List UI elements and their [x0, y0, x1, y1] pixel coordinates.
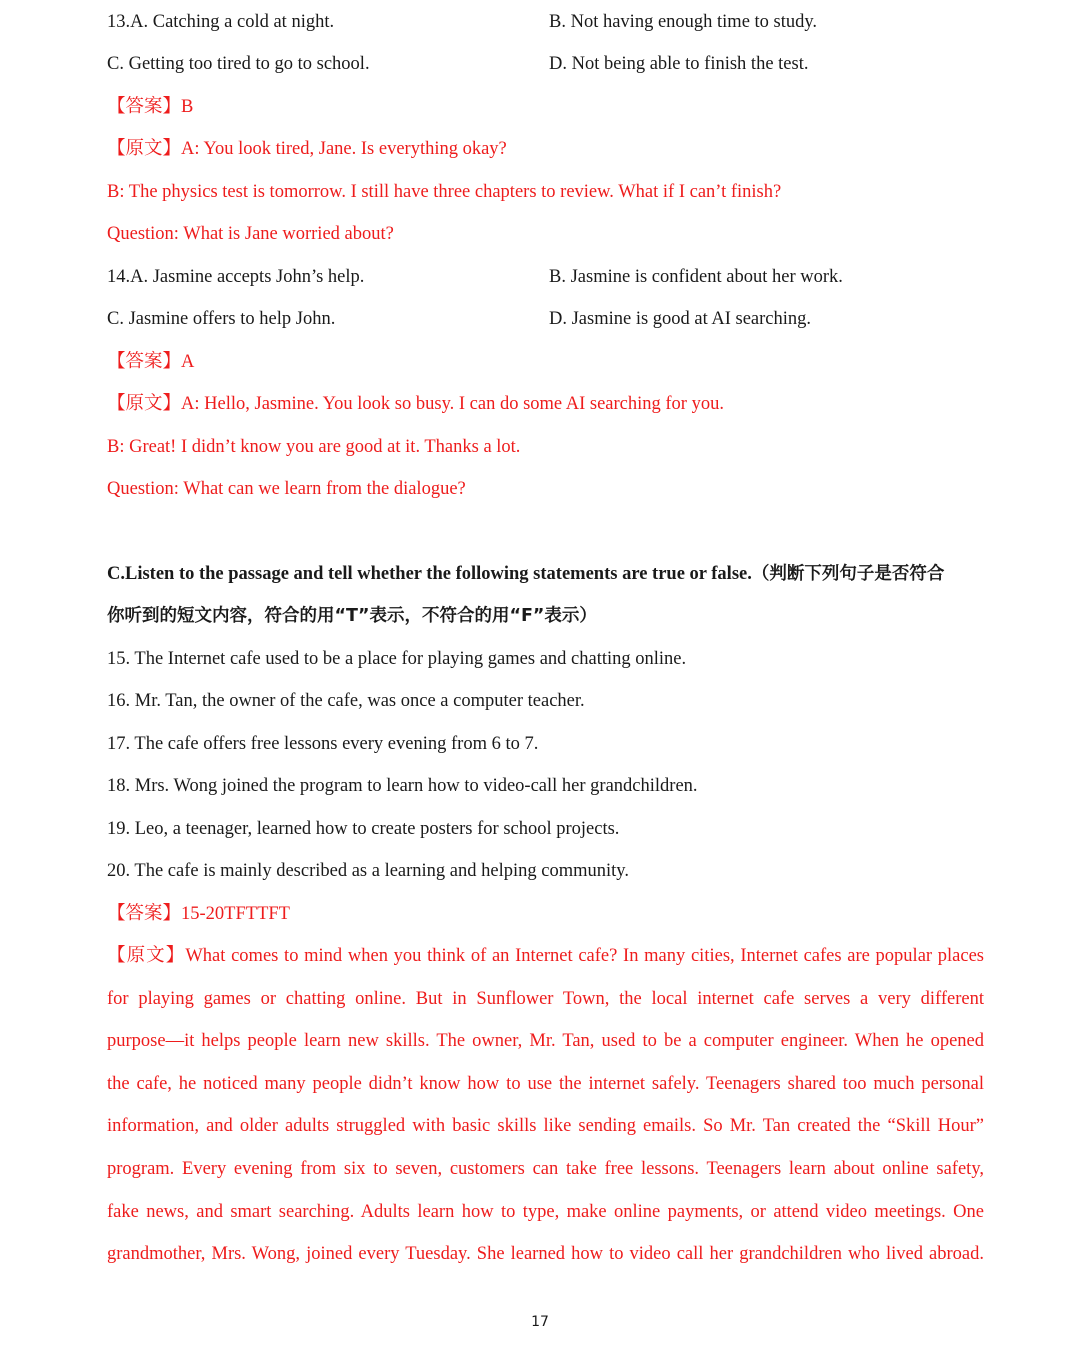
- section-c-answer-value: 15-20TFTTFT: [181, 904, 290, 924]
- section-c-heading-line2: 你听到的短文内容，符合的用“T”表示，不符合的用“F”表示）: [107, 606, 597, 626]
- passage-line-1: [107, 935, 984, 978]
- q14-option-b: B. Jasmine is confident about her work.: [549, 267, 843, 287]
- section-c-answer-tag: 【答案】: [107, 904, 182, 924]
- q13-script-tag: 【原文】: [107, 139, 182, 159]
- passage-line-7: fake news, and smart searching. Adults learn how to type, make online payments, or attend video meetings. One: [107, 1201, 984, 1222]
- q13-script-b: B: The physics test is tomorrow. I still have three chapters to review. What if I can’t finish?: [107, 182, 782, 202]
- q13-option-a: 13.A. Catching a cold at night.: [107, 12, 335, 32]
- q14-option-c: C. Jasmine offers to help John.: [107, 309, 336, 329]
- section-c-heading-en: C.Listen to the passage and tell whether the following statements are true or false.: [107, 564, 752, 584]
- q13-script-a-text: A: You look tired, Jane. Is everything okay?: [181, 139, 507, 159]
- q14-answer-tag: 【答案】: [107, 352, 182, 372]
- q14-option-a: 14.A. Jasmine accepts John’s help.: [107, 267, 365, 287]
- q13-option-d: D. Not being able to finish the test.: [549, 54, 809, 74]
- statement-16: 16. Mr. Tan, the owner of the cafe, was once a computer teacher.: [107, 691, 585, 711]
- q14-answer: [107, 350, 194, 374]
- section-c-answer: [107, 902, 290, 926]
- q13-question: Question: What is Jane worried about?: [107, 224, 394, 244]
- q14-answer-value: A: [181, 352, 195, 372]
- q14-question: Question: What can we learn from the dialogue?: [107, 479, 466, 499]
- q13-answer-value: B: [181, 97, 194, 117]
- section-c-passage: [107, 935, 984, 1276]
- q14-script-a-text: A: Hello, Jasmine. You look so busy. I can do some AI searching for you.: [181, 394, 724, 414]
- statement-17: 17. The cafe offers free lessons every evening from 6 to 7.: [107, 734, 539, 754]
- passage-line-6: program. Every evening from six to seven, customers can take free lessons. Teenagers learn about online safety,: [107, 1158, 984, 1179]
- q13-option-c: C. Getting too tired to go to school.: [107, 54, 370, 74]
- section-c-heading-line1: [107, 562, 944, 586]
- statement-20: 20. The cafe is mainly described as a learning and helping community.: [107, 861, 629, 881]
- section-c-heading-zh: （判断下列句子是否符合: [751, 564, 945, 584]
- page-number: 17: [531, 1314, 549, 1330]
- q13-answer: [107, 95, 193, 119]
- statement-19: 19. Leo, a teenager, learned how to create posters for school projects.: [107, 819, 620, 839]
- passage-line-1-text: What comes to mind when you think of an Internet cafe? In many cities, Internet cafes are popular places: [185, 946, 984, 966]
- passage-line-2: for playing games or chatting online. But in Sunflower Town, the local internet cafe serves a very different: [107, 988, 984, 1009]
- q13-option-b: B. Not having enough time to study.: [549, 12, 818, 32]
- q14-script-tag: 【原文】: [107, 394, 182, 414]
- q14-script-a: [107, 392, 724, 416]
- statement-18: 18. Mrs. Wong joined the program to learn how to video-call her grandchildren.: [107, 776, 698, 796]
- passage-line-8: grandmother, Mrs. Wong, joined every Tuesday. She learned how to video call her grandchildren who lived abroad.: [107, 1244, 984, 1265]
- q14-script-b: B: Great! I didn’t know you are good at it. Thanks a lot.: [107, 437, 521, 457]
- statement-15: 15. The Internet cafe used to be a place for playing games and chatting online.: [107, 649, 687, 669]
- q14-option-d: D. Jasmine is good at AI searching.: [549, 309, 812, 329]
- q13-script-a: [107, 137, 507, 161]
- q13-answer-tag: 【答案】: [107, 97, 182, 117]
- passage-line-5: information, and older adults struggled with basic skills like sending emails. So Mr. Tan created the “Skill Hour”: [107, 1116, 984, 1137]
- passage-line-3: purpose—it helps people learn new skills. The owner, Mr. Tan, used to be a computer engineer. When he opened: [107, 1031, 984, 1052]
- section-c-script-tag: 【原文】: [107, 946, 186, 966]
- passage-line-4: the cafe, he noticed many people didn’t know how to use the internet safely. Teenagers shared too much personal: [107, 1073, 984, 1094]
